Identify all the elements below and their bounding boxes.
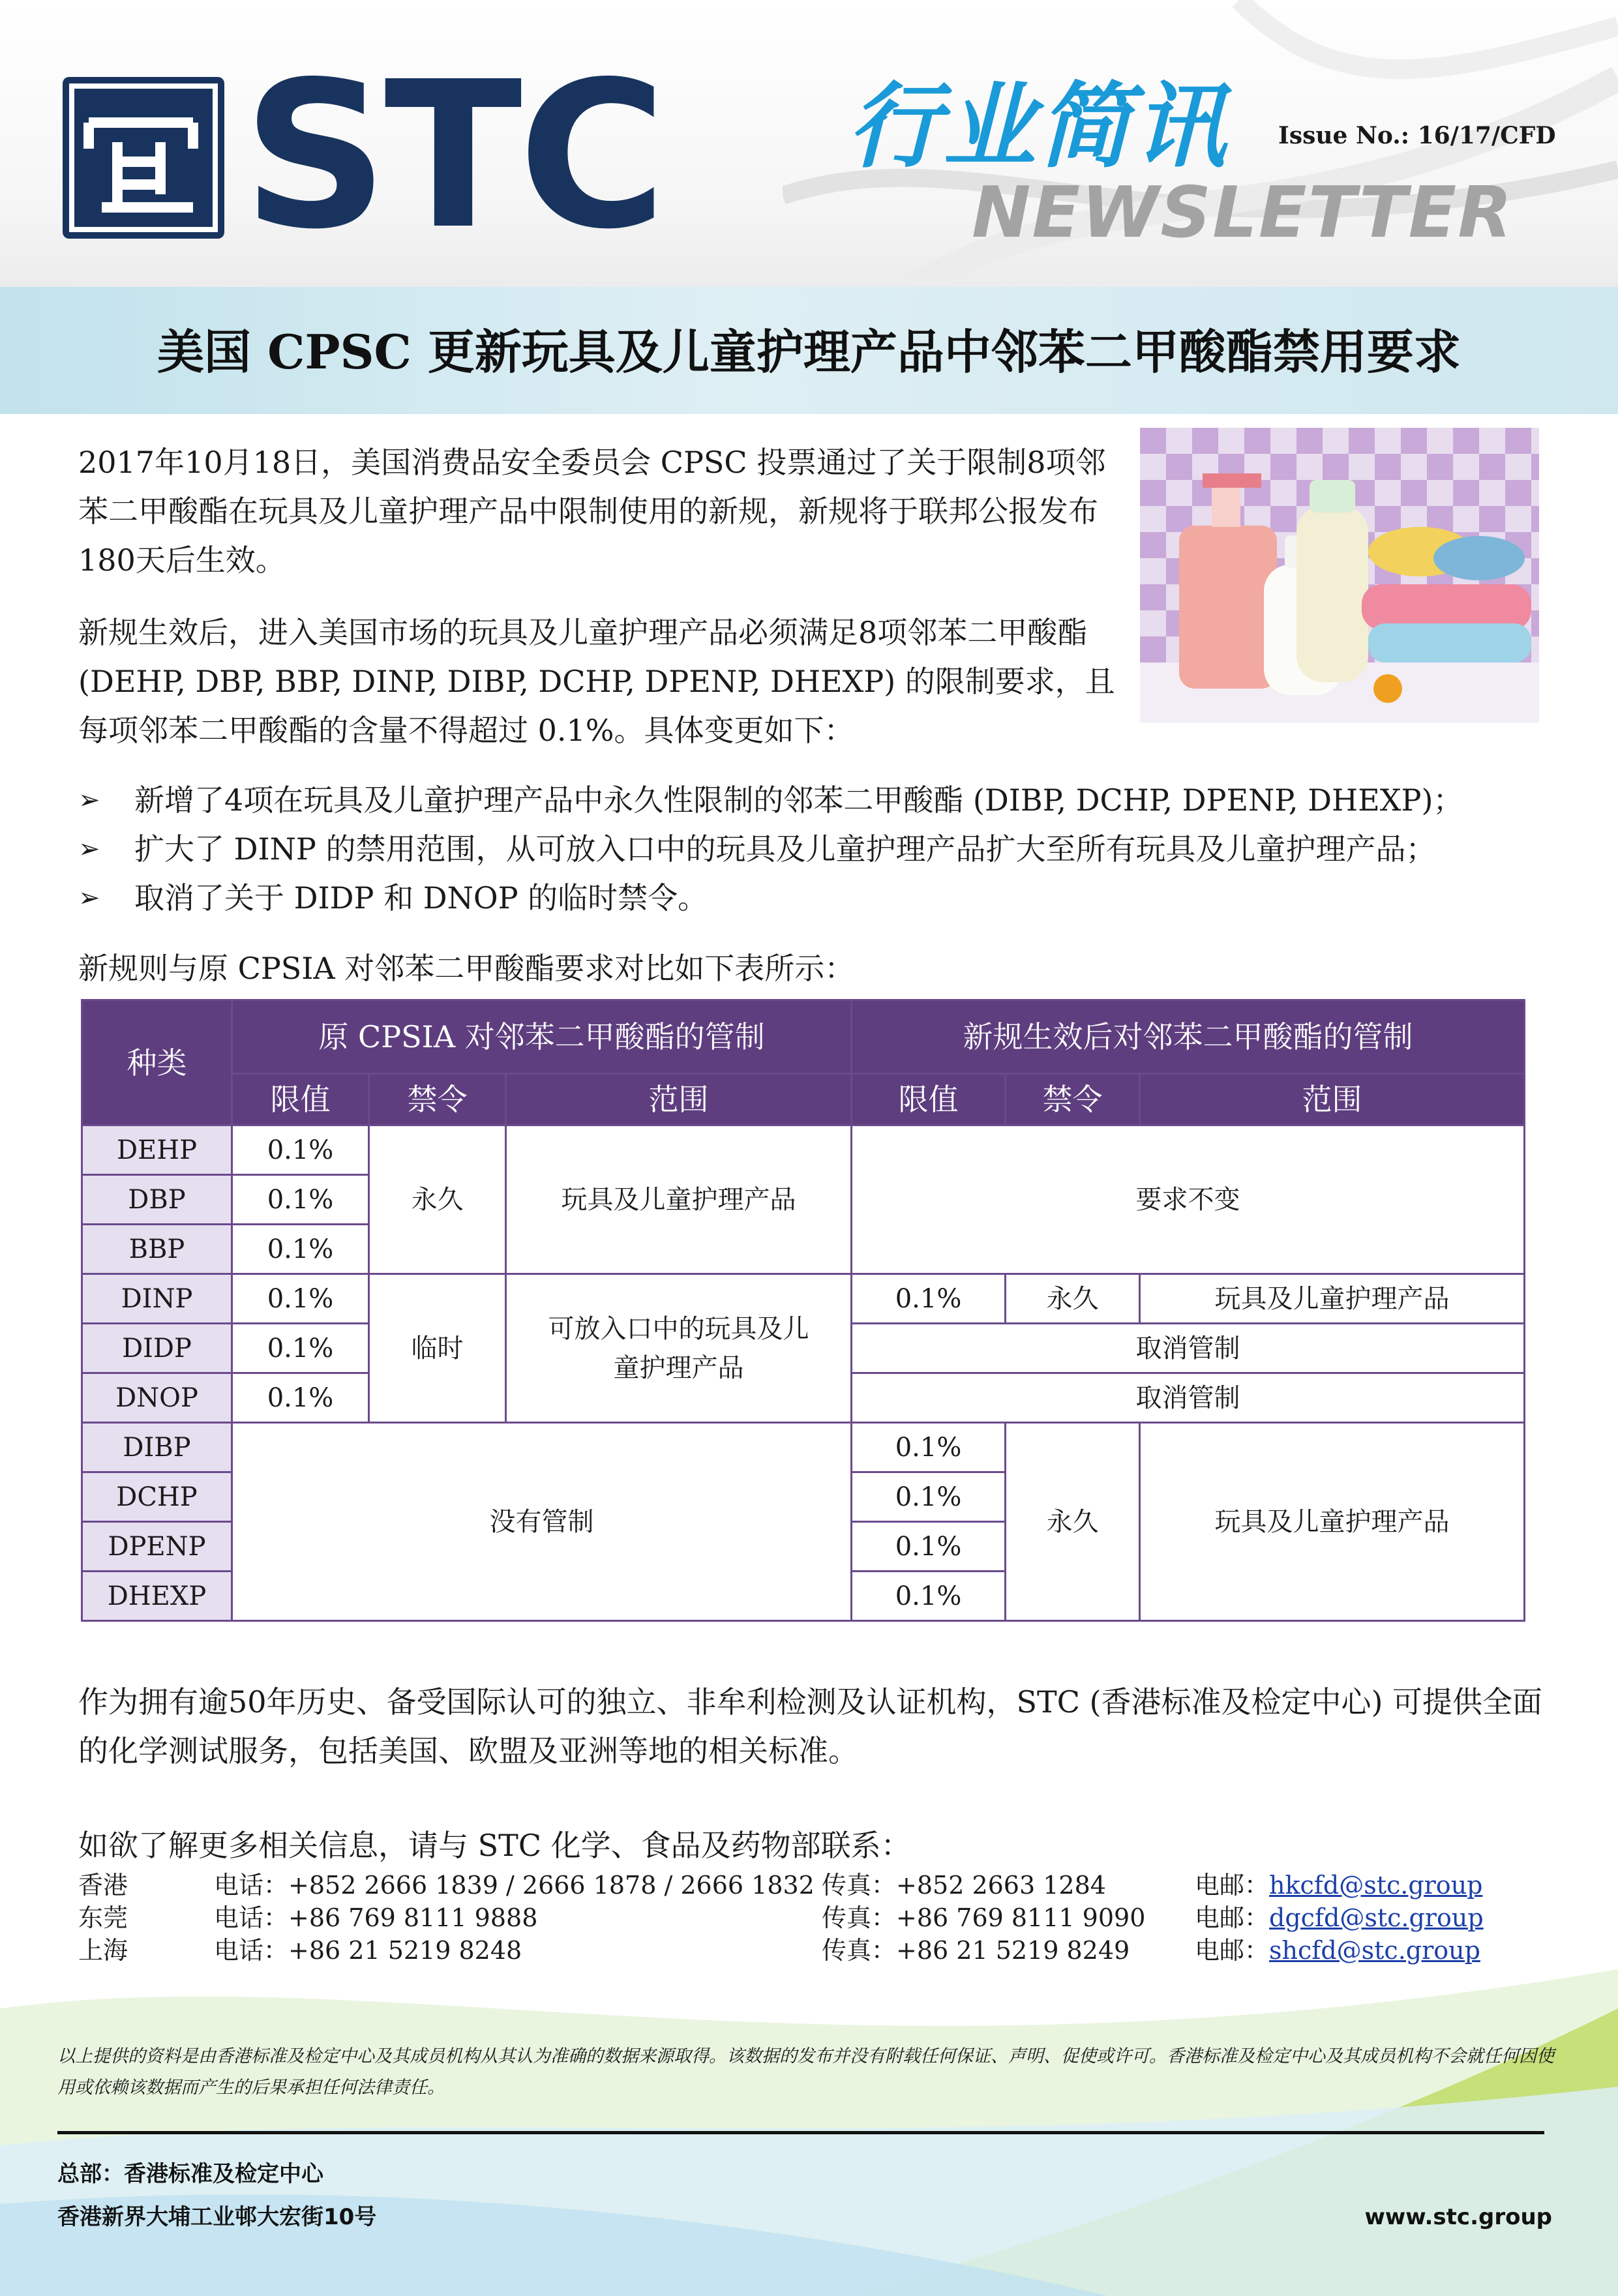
new-scope-cell: 玩具及儿童护理产品 [1140, 1423, 1525, 1621]
issue-number: Issue No.: 16/17/CFD [1278, 122, 1556, 149]
new-ban-cell: 永久 [1006, 1274, 1140, 1324]
new-regulation-cell: 取消管制 [852, 1324, 1525, 1373]
header-category: 种类 [82, 1000, 232, 1126]
contact-city: 东莞 [78, 1903, 128, 1932]
new-limit-cell: 0.1% [852, 1572, 1006, 1621]
old-limit-cell: 0.1% [232, 1126, 369, 1175]
contact-phone: 电话：+86 769 8111 9888 [214, 1903, 538, 1932]
change-list [78, 776, 1552, 926]
new-limit-cell: 0.1% [852, 1522, 1006, 1572]
contact-email-block: 电邮：shcfd@stc.group [1195, 1936, 1480, 1965]
closing-paragraph: 作为拥有逾50年历史、备受国际认可的独立、非牟利检测及认证机构，STC (香港标准及检定中心) 可提供全面的化学测试服务，包括美国、欧盟及亚洲等地的相关标准。 [78, 1684, 1543, 1768]
arrow-bullet-icon: ➢ [78, 785, 100, 815]
old-ban-cell: 临时 [369, 1274, 506, 1423]
contact-city: 上海 [78, 1936, 128, 1965]
comparison-table-wrapper [81, 999, 1523, 1647]
row-name: DPENP [82, 1522, 232, 1572]
contact-email-block: 电邮：hkcfd@stc.group [1195, 1871, 1483, 1900]
contact-city: 香港 [78, 1871, 128, 1900]
row-name: BBP [82, 1225, 232, 1274]
row-name: DNOP [82, 1373, 232, 1423]
contact-lead: 如欲了解更多相关信息，请与 STC 化学、食品及药物部联系： [78, 1828, 911, 1863]
contact-row [78, 1869, 1552, 1901]
row-name: DHEXP [82, 1572, 232, 1621]
intro-paragraph: 2017年10月18日，美国消费品安全委员会 CPSC 投票通过了关于限制8项邻苯二甲酸酯在玩具及儿童护理产品中限制使用的新规，新规将于联邦公报发布180天后生效。 [78, 445, 1106, 578]
new-regulation-cell: 要求不变 [852, 1126, 1525, 1274]
contact-row [78, 1901, 1552, 1934]
new-scope-cell: 玩具及儿童护理产品 [1140, 1274, 1525, 1324]
old-regulation-cell: 没有管制 [232, 1423, 852, 1621]
baby-products-photo [1140, 428, 1539, 723]
stc-logo-icon [63, 77, 224, 239]
contact-fax: 传真：+86 769 8111 9090 [822, 1903, 1146, 1932]
disclaimer: 以上提供的资料是由香港标准及检定中心及其成员机构从其认为准确的数据来源取得。该数据的发布并没有附载任何保证、声明、促使或许可。香港标准及检定中心及其成员机构不会就任何因使用或依赖该数据而产生的后果承担任何法律责任。 [57, 2046, 1554, 2098]
new-regulation-cell: 取消管制 [852, 1373, 1525, 1423]
old-limit-cell: 0.1% [232, 1274, 369, 1324]
header-old-limit: 限值 [232, 1074, 369, 1126]
list-item: ➢ 扩大了 DINP 的禁用范围，从可放入口中的玩具及儿童护理产品扩大至所有玩具及儿童护理产品； [78, 825, 1552, 874]
table-row [82, 1423, 1525, 1472]
new-ban-cell: 永久 [1006, 1423, 1140, 1621]
header-old-ban: 禁令 [369, 1074, 506, 1126]
old-scope-cell: 可放入口中的玩具及儿童护理产品 [506, 1274, 852, 1423]
email-link[interactable]: shcfd@stc.group [1269, 1936, 1480, 1965]
stc-wordmark: STC [243, 38, 663, 274]
newsletter-title-en: NEWSLETTER [972, 172, 1514, 254]
old-scope-cell: 玩具及儿童护理产品 [506, 1126, 852, 1274]
requirements-paragraph: 新规生效后，进入美国市场的玩具及儿童护理产品必须满足8项邻苯二甲酸酯 (DEHP, DBP, BBP, DINP, DIBP, DCHP, DPENP, DHEXP) 的限制要求，且每项邻苯二甲酸酯的含量不得超过 0.1%。具体变更如下： [78, 615, 1115, 748]
comparison-table [81, 999, 1525, 1622]
new-limit-cell: 0.1% [852, 1472, 1006, 1522]
row-name: DIDP [82, 1324, 232, 1373]
header-new-scope: 范围 [1140, 1074, 1525, 1126]
header-old-scope: 范围 [506, 1074, 852, 1126]
old-ban-cell: 永久 [369, 1126, 506, 1274]
header-new-limit: 限值 [852, 1074, 1006, 1126]
footer-divider [57, 2131, 1544, 2134]
footer-waves [0, 1930, 1618, 2296]
row-name: DEHP [82, 1126, 232, 1175]
new-limit-cell: 0.1% [852, 1274, 1006, 1324]
headquarters-address: 香港新界大埔工业邨大宏街10号 [57, 2204, 377, 2230]
row-name: DIBP [82, 1423, 232, 1472]
contact-fax: 传真：+852 2663 1284 [822, 1871, 1106, 1900]
table-row [82, 1126, 1525, 1175]
old-limit-cell: 0.1% [232, 1225, 369, 1274]
stc-logo-mark [63, 77, 224, 239]
contact-email-block: 电邮：dgcfd@stc.group [1195, 1903, 1484, 1932]
contact-phone: 电话：+852 2666 1839 / 2666 1878 / 2666 1832 [214, 1871, 815, 1900]
old-limit-cell: 0.1% [232, 1175, 369, 1225]
arrow-bullet-icon: ➢ [78, 883, 100, 913]
new-limit-cell: 0.1% [852, 1423, 1006, 1472]
table-row [82, 1274, 1525, 1324]
contact-fax: 传真：+86 21 5219 8249 [822, 1936, 1130, 1965]
email-link[interactable]: hkcfd@stc.group [1269, 1871, 1483, 1900]
row-name: DINP [82, 1274, 232, 1324]
email-link[interactable]: dgcfd@stc.group [1269, 1903, 1484, 1932]
row-name: DCHP [82, 1472, 232, 1522]
header-new-ban: 禁令 [1006, 1074, 1140, 1126]
table-lead: 新规则与原 CPSIA 对邻苯二甲酸酯要求对比如下表所示： [78, 951, 855, 986]
list-item: ➢ 取消了关于 DIDP 和 DNOP 的临时禁令。 [78, 874, 1552, 923]
old-limit-cell: 0.1% [232, 1373, 369, 1423]
header-old-regulation: 原 CPSIA 对邻苯二甲酸酯的管制 [232, 1000, 852, 1074]
list-item: ➢ 新增了4项在玩具及儿童护理产品中永久性限制的邻苯二甲酸酯 (DIBP, DCHP, DPENP, DHEXP)； [78, 776, 1552, 825]
website-link[interactable]: www.stc.group [1364, 2204, 1552, 2230]
article-title: 美国 CPSC 更新玩具及儿童护理产品中邻苯二甲酸酯禁用要求 [157, 324, 1461, 380]
newsletter-title-cn: 行业简讯 [848, 73, 1229, 181]
baby-products-illustration [1140, 428, 1539, 723]
headquarters-label: 总部：香港标准及检定中心 [57, 2161, 323, 2187]
row-name: DBP [82, 1175, 232, 1225]
old-limit-cell: 0.1% [232, 1324, 369, 1373]
contact-phone: 电话：+86 21 5219 8248 [214, 1936, 522, 1965]
header-new-regulation: 新规生效后对邻苯二甲酸酯的管制 [852, 1000, 1525, 1074]
arrow-bullet-icon: ➢ [78, 834, 100, 864]
